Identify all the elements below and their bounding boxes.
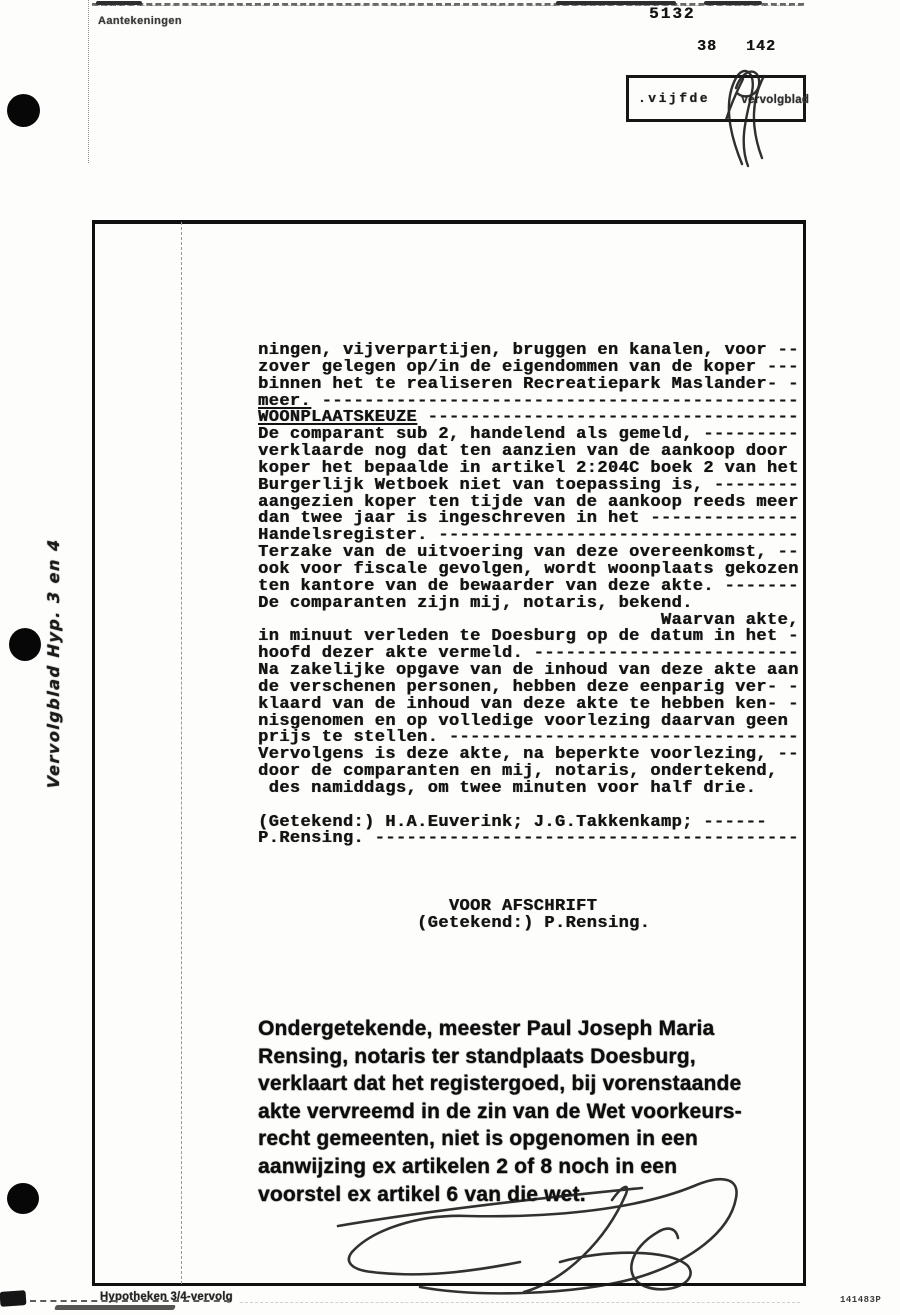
register-number-left: 38 (697, 38, 718, 55)
deed-line-text: door de comparanten en mij, notaris, ondertekend, (258, 762, 778, 782)
deed-line-text: Vervolgens is deze akte, na beperkte voorlezing, -- (258, 745, 799, 765)
deed-line-text: ook voor fiscale gevolgen, wordt woonplaats gekozen (258, 559, 799, 579)
deed-line-text: Handelsregister. ---------------------------------- (258, 526, 799, 546)
hole-punch-middle (9, 628, 41, 661)
declaration-line-text: akte vervreemd in de zin van de Wet voorkeurs- (258, 1099, 742, 1123)
deed-line-text: Terzake van de uitvoering van deze overeenkomst, -- (258, 543, 799, 563)
deed-line-text: in minuut verleden te Doesburg op de datum in het - (258, 627, 799, 647)
deed-line-text: binnen het te realiseren Recreatiepark Maslander- - (258, 374, 799, 394)
scan-mark (96, 1, 142, 5)
top-edge-dashed-line-2 (92, 5, 804, 6)
declaration-line (258, 1043, 742, 1071)
deed-line (258, 778, 799, 798)
declaration-line (258, 1181, 742, 1209)
deed-line-text: ----------------------------------- (417, 408, 799, 428)
deed-line (258, 865, 799, 882)
deed-line-text: P.Rensing. ---------------------------------------- (258, 829, 799, 849)
frame-inner-rule (181, 222, 182, 1284)
deed-line-text: klaard van de inhoud van deze akte te hebben ken- - (258, 694, 799, 714)
continuation-sheet-stamp (626, 75, 810, 122)
declaration-line (258, 1125, 742, 1153)
deed-line-text: koper het bepaalde in artikel 2:204C boek 2 van het (258, 458, 799, 478)
hole-punch-top (7, 94, 40, 127)
deed-line-text: verklaarde nog dat ten aanzien van de aankoop door (258, 442, 789, 462)
deed-line-text: Waarvan akte, (258, 610, 799, 630)
serial-number: 5132 (649, 5, 696, 23)
deed-line-underlined: meer. (258, 391, 312, 411)
deed-line-text: --------------------------------------------- (311, 391, 799, 411)
declaration-line (258, 1153, 742, 1181)
deed-line-text: aangezien koper ten tijde van de aankoop reeds meer (258, 492, 799, 512)
deed-line-text: (Getekend:) H.A.Euverink; J.G.Takkenkamp; ------ (258, 812, 767, 832)
deed-line-text: ningen, vijverpartijen, bruggen en kanalen, voor -- (258, 341, 799, 360)
notes-label: Aantekeningen (98, 15, 183, 27)
deed-line-text: Na zakelijke opgave van de inhoud van deze akte aan (258, 661, 799, 681)
declaration-line (258, 1070, 742, 1098)
deed-line-text: Burgerlijk Wetboek niet van toepassing is, -------- (258, 475, 799, 495)
footer-form-label: Hypotheken 3/4-vervolg (100, 1289, 233, 1303)
scan-smudge (54, 1305, 176, 1310)
register-number-right: 142 (746, 38, 777, 55)
deed-line-text: ten kantore van de bewaarder van deze akte. ------- (258, 576, 799, 596)
declaration-line-text: voorstel ex artikel 6 van die wet. (258, 1182, 586, 1206)
deed-line-text: hoofd dezer akte vermeld. ------------------------- (258, 644, 799, 664)
deed-line-text: De comparant sub 2, handelend als gemeld, --------- (258, 425, 799, 445)
deed-line-text: prijs te stellen. --------------------------------- (258, 728, 799, 748)
declaration-line-text: aanwijzing ex artikelen 2 of 8 noch in een (258, 1154, 678, 1178)
stamp-typed-text: .vijfde (638, 91, 711, 106)
declaration-line-text: Rensing, notaris ter standplaats Doesburg, (258, 1044, 696, 1068)
hole-punch-bottom (7, 1183, 39, 1214)
deed-line (258, 831, 799, 848)
deed-line-text: de verschenen personen, hebben deze eenparig ver- - (258, 677, 799, 697)
notary-declaration (258, 1015, 742, 1208)
footer-print-code: 141483P (840, 1295, 882, 1305)
margin-vertical-label: Vervolgblad Hyp. 3 en 4 (44, 537, 63, 789)
declaration-line-text: Ondergetekende, meester Paul Joseph Maria (258, 1017, 715, 1040)
deed-line-text: VOOR AFSCHRIFT (258, 896, 598, 916)
declaration-line (258, 1098, 742, 1126)
deed-line-underlined: WOONPLAATSKEUZE (258, 408, 418, 428)
scan-dashes (240, 1302, 800, 1303)
deed-line-text: des namiddags, om twee minuten voor half drie. (258, 778, 757, 798)
deed-line (258, 848, 799, 865)
deed-line-text: nisgenomen en op volledige voorlezing daarvan geen (258, 711, 789, 731)
deed-line-text: (Getekend:) P.Rensing. (258, 913, 651, 933)
scan-dashes (30, 1300, 230, 1302)
deed-line-text: dan twee jaar is ingeschreven in het -------------- (258, 509, 799, 529)
scan-smudge (0, 1290, 26, 1307)
deed-line (258, 913, 799, 933)
typed-deed-text (258, 343, 799, 933)
declaration-line-text: recht gemeenten, niet is opgenomen in een (258, 1127, 698, 1151)
declaration-line (258, 1015, 742, 1043)
declaration-line-text: verklaart dat het registergoed, bij vorenstaande (258, 1072, 742, 1096)
scan-mark (704, 1, 762, 5)
margin-dotted-rule (88, 0, 89, 163)
stamp-printed-text: vervolgblad (741, 91, 810, 106)
deed-line-text: De comparanten zijn mij, notaris, bekend. (258, 593, 693, 613)
deed-line-text: zover gelegen op/in de eigendommen van de koper --- (258, 357, 799, 377)
